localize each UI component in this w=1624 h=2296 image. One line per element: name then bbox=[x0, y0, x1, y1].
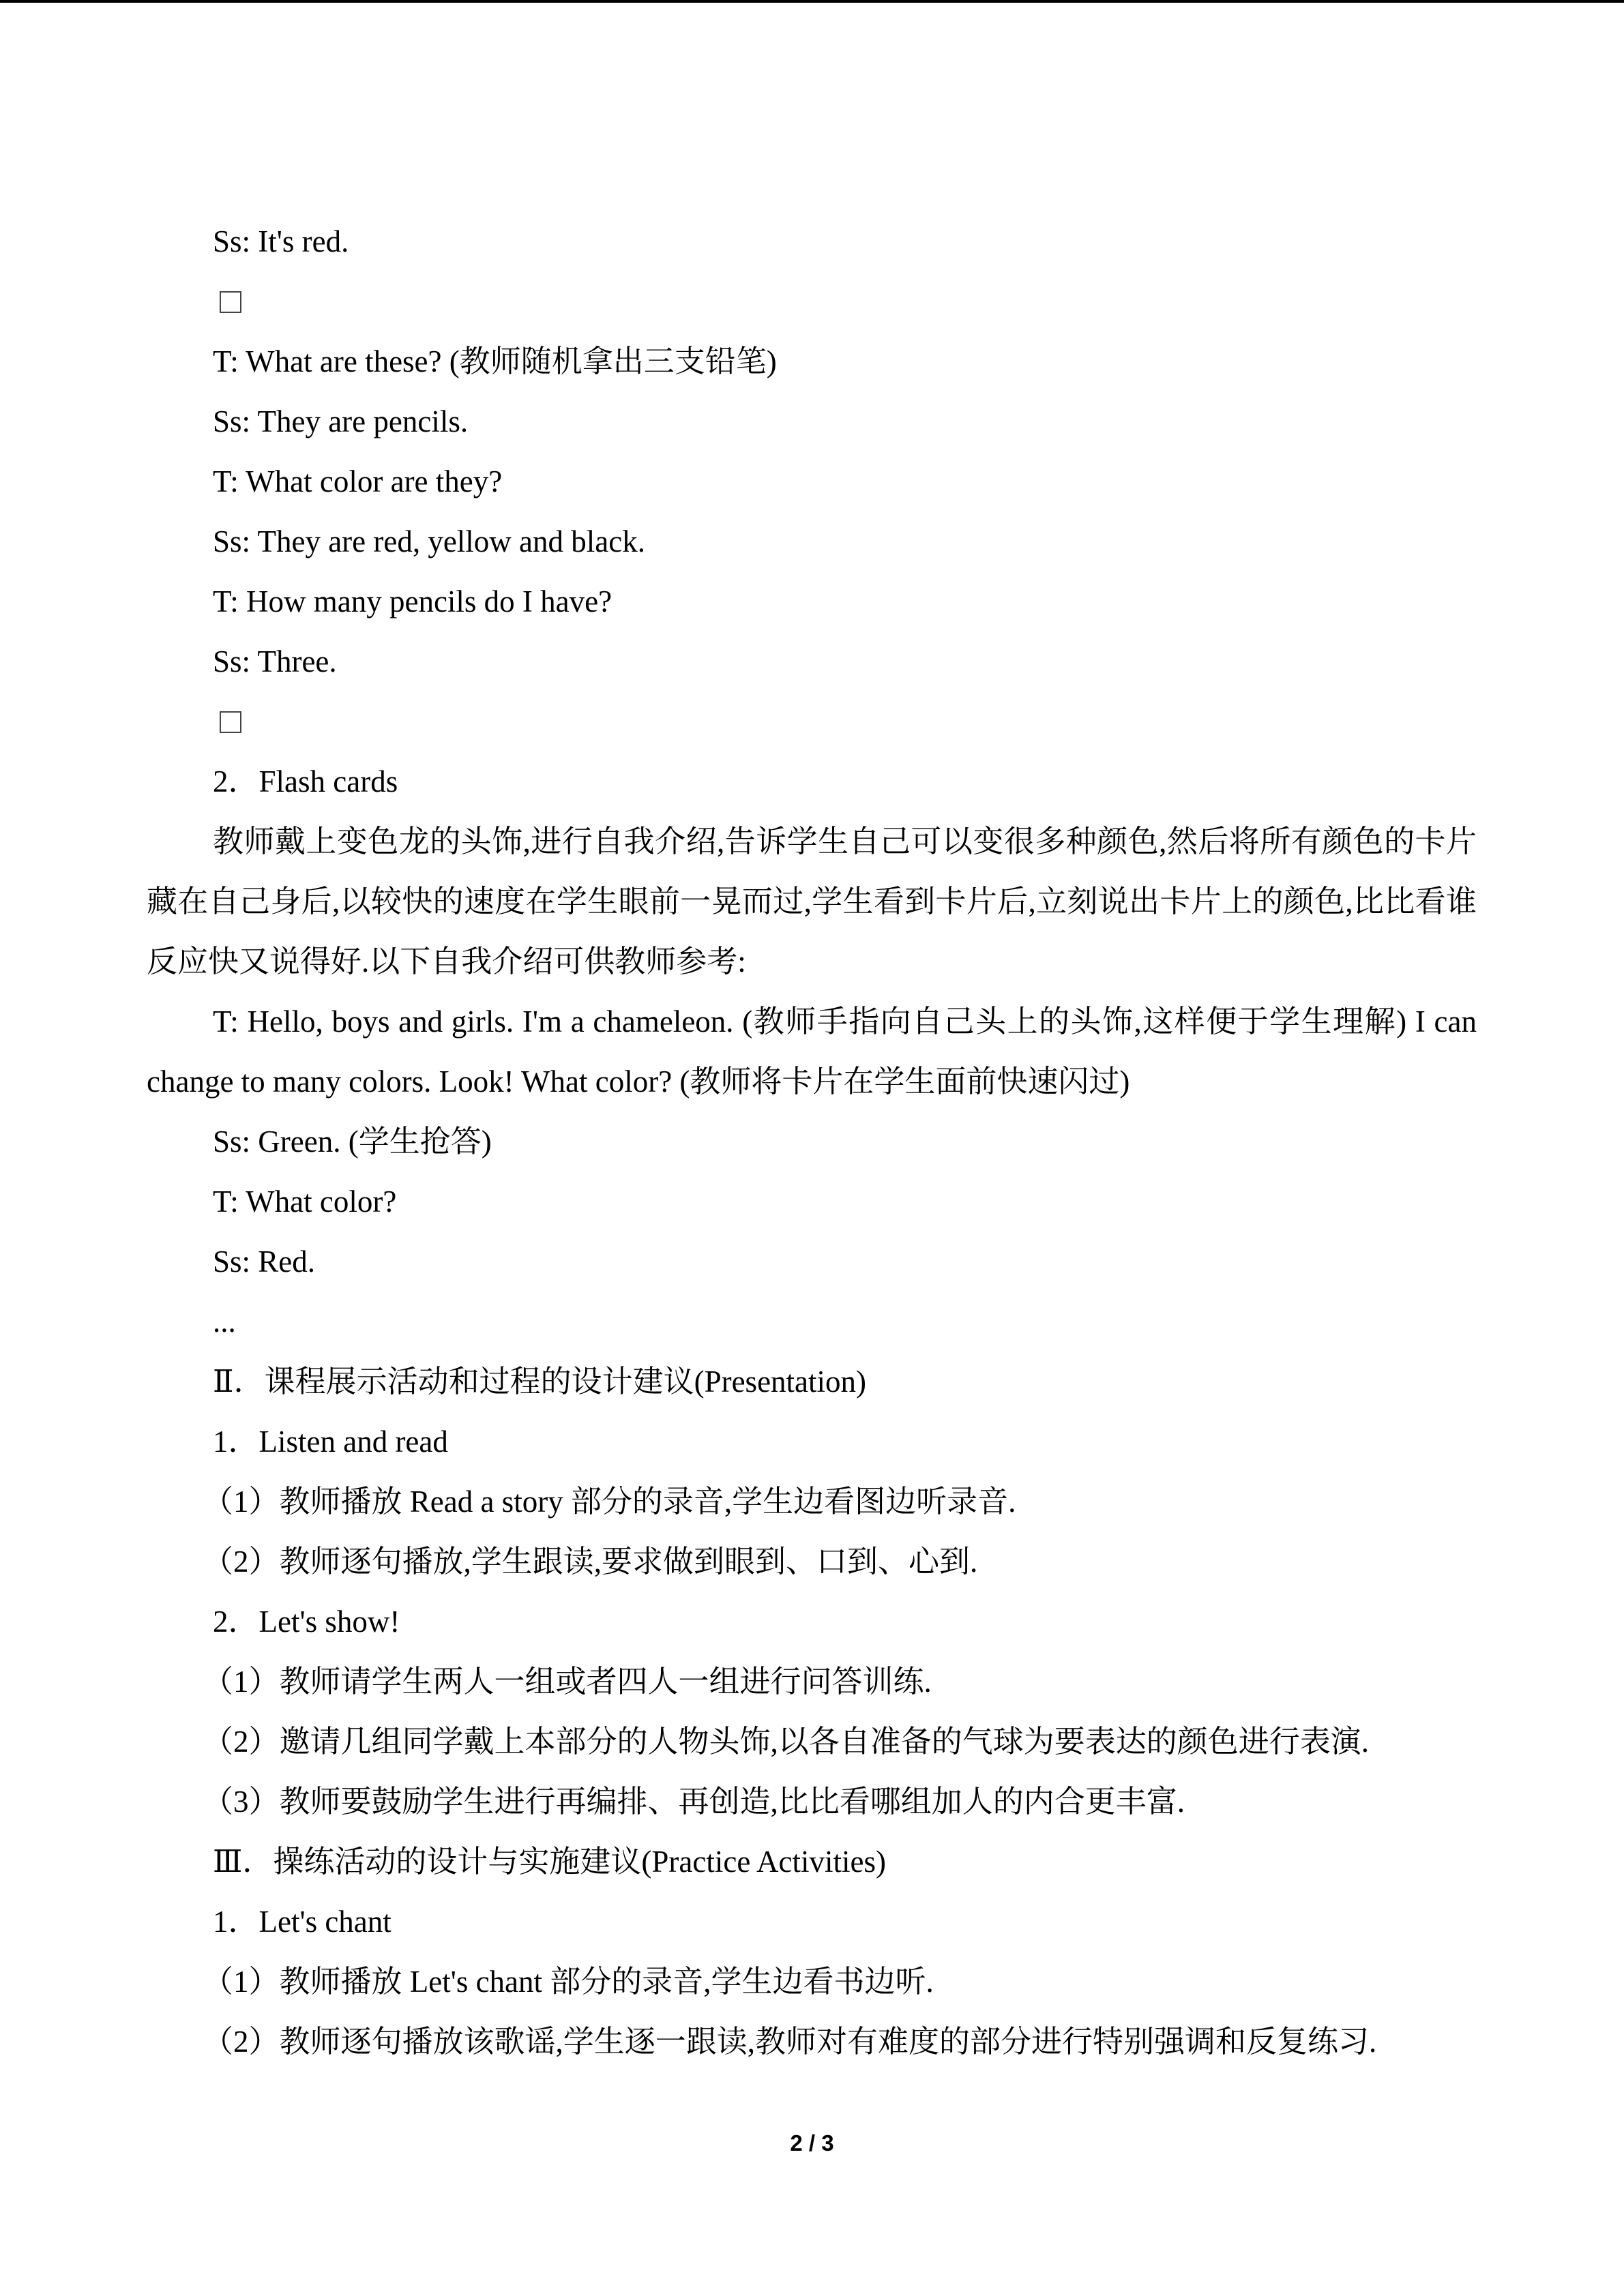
missing-glyph-box bbox=[147, 271, 1477, 331]
dialogue-line: T: What color? bbox=[213, 1184, 397, 1219]
section-heading: Ⅲ．操练活动的设计与实施建议(Practice Activities) bbox=[213, 1845, 887, 1879]
dialogue-line: Ss: Three. bbox=[213, 644, 337, 679]
dialogue-line: Ss: Red. bbox=[213, 1244, 316, 1279]
list-item: （1）教师播放 Let's chant 部分的录音,学生边看书边听. bbox=[203, 1965, 934, 1999]
dialogue-line: T: What are these? (教师随机拿出三支铅笔) bbox=[213, 344, 777, 378]
section-heading: Ⅱ．课程展示活动和过程的设计建议(Presentation) bbox=[213, 1365, 867, 1399]
list-item: （2）教师逐句播放,学生跟读,要求做到眼到、口到、心到. bbox=[203, 1545, 978, 1579]
dialogue-line: Ss: It's red. bbox=[213, 224, 349, 258]
subsection-heading: 1．Listen and read bbox=[213, 1425, 448, 1459]
dialogue-line: T: What color are they? bbox=[213, 464, 503, 498]
subsection-heading: 2．Let's show! bbox=[213, 1605, 400, 1639]
list-item: （2）邀请几组同学戴上本部分的人物头饰,以各自准备的气球为要表达的颜色进行表演. bbox=[203, 1725, 1370, 1759]
dialogue-line: Ss: They are red, yellow and black. bbox=[213, 524, 645, 558]
missing-glyph-box bbox=[147, 691, 1477, 751]
dialogue-line: T: How many pencils do I have? bbox=[213, 584, 612, 618]
paragraph: T: Hello, boys and girls. I'm a chameleon. (教师手指向自己头上的头饰,这样便于学生理解) I can change to many colors. Look! What color? (教师将卡片在学生面前快速闪过) bbox=[147, 1004, 1477, 1099]
section-heading: 2．Flash cards bbox=[213, 764, 398, 799]
list-item: （1）教师请学生两人一组或者四人一组进行问答训练. bbox=[203, 1665, 932, 1699]
page-top-border bbox=[0, 0, 1624, 3]
document-body bbox=[147, 211, 1477, 2072]
dialogue-line: Ss: Green. (学生抢答) bbox=[213, 1124, 492, 1159]
dialogue-line: Ss: They are pencils. bbox=[213, 404, 469, 438]
list-item: （1）教师播放 Read a story 部分的录音,学生边看图边听录音. bbox=[203, 1485, 1016, 1519]
list-item: （2）教师逐句播放该歌谣,学生逐一跟读,教师对有难度的部分进行特别强调和反复练习. bbox=[203, 2025, 1377, 2059]
list-item: （3）教师要鼓励学生进行再编排、再创造,比比看哪组加人的内合更丰富. bbox=[203, 1785, 1185, 1819]
subsection-heading: 1．Let's chant bbox=[213, 1905, 392, 1939]
placeholder-box-icon bbox=[220, 291, 241, 313]
ellipsis-line: ... bbox=[213, 1304, 236, 1339]
paragraph: 教师戴上变色龙的头饰,进行自我介绍,告诉学生自己可以变很多种颜色,然后将所有颜色的卡片藏在自己身后,以较快的速度在学生眼前一晃而过,学生看到卡片后,立刻说出卡片上的颜色,比比看谁反应快又说得好.以下自我介绍可供教师参考: bbox=[147, 824, 1477, 979]
page-number: 2 / 3 bbox=[790, 2130, 834, 2156]
placeholder-box-icon bbox=[220, 711, 241, 733]
